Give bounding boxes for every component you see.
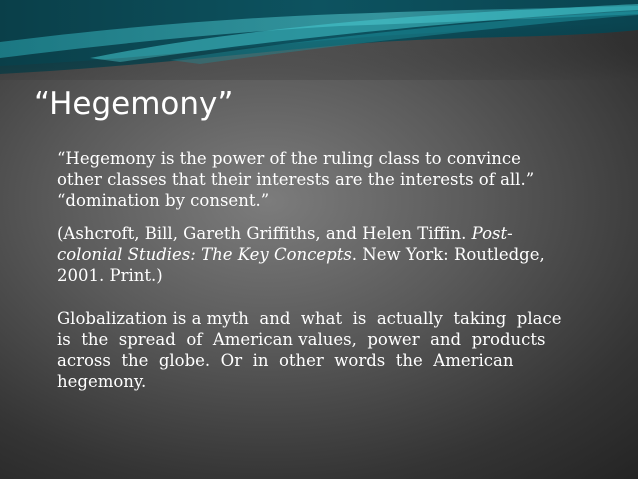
- header-decoration: [0, 0, 638, 80]
- slide-content: [0, 148, 638, 392]
- list-item: [0, 190, 567, 211]
- bullet-text: Globalization is a myth and what is actually taking place is the spread of American values, power and products across the globe. Or in other words the American hegemony.: [57, 309, 572, 391]
- bullet-text: “Hegemony is the power of the ruling class to convince other classes that their interests are the interests of all.”: [57, 149, 535, 189]
- list-item: [0, 308, 572, 392]
- citation-authors: (Ashcroft, Bill, Gareth Griffiths, and Helen Tiffin.: [57, 224, 472, 243]
- citation-publisher: . New York: Routledge, 2001. Print.): [57, 245, 545, 285]
- bullet-text: “domination by consent.”: [57, 191, 270, 210]
- list-item: [0, 148, 567, 190]
- citation-book-title: Post-colonial Studies: The Key Concepts: [57, 224, 513, 264]
- citation: [0, 223, 567, 286]
- slide-title: “Hegemony”: [34, 86, 234, 122]
